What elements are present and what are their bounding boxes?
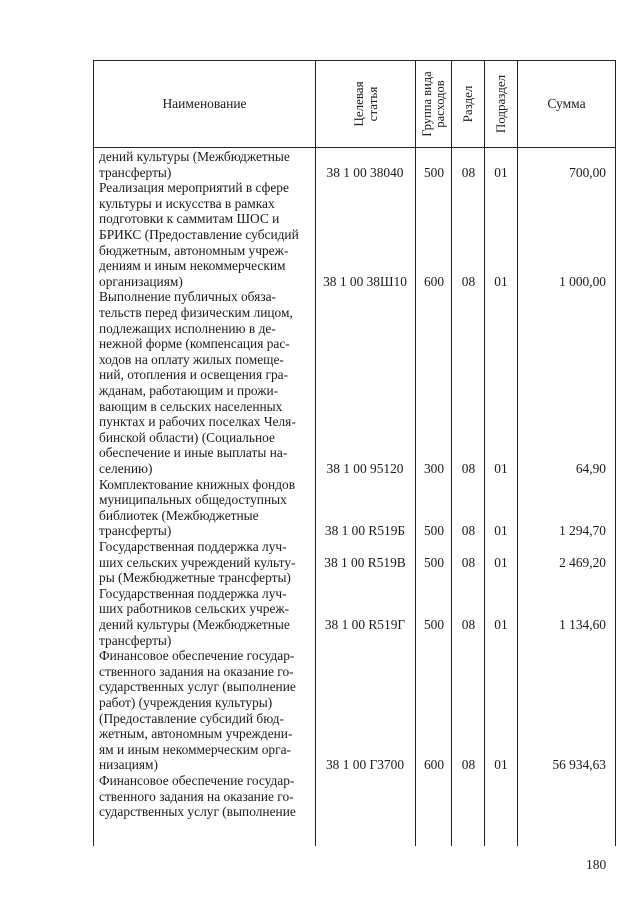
row-section: 08 (461, 164, 476, 180)
row-name: Финансовое обеспечение государ- ственного задания на оказание го- сударственных услуг (выполнение работ) (учреждения культуры) (Предоставление субсидий бюд- жетным, автономным учреждени- ям и иным некоммерческим орга- низациям) (99, 648, 296, 773)
row-section: 08 (461, 460, 476, 476)
header-divider (94, 147, 615, 148)
header-group (416, 61, 451, 147)
row-target-code: 38 1 00 38040 (326, 164, 404, 180)
row-group: 300 (423, 460, 445, 476)
header-name-text: Наименование (162, 96, 247, 111)
row-target-code: 38 1 00 Г3700 (325, 757, 405, 773)
row-group: 600 (423, 273, 445, 289)
header-target (316, 61, 415, 147)
row-name: Выполнение публичных обяза- тельств перед физическим лицом, подлежащих исполнению в де- нежной форме (компенсация рас- ходов на оплату жилых помеще- ний, отопления и освещения гра- жданам, работающим и прожи- вающим в сельских населенных пунктах и рабочих поселках Челя- бинской области) (Социальное обеспечение и иные выплаты на- селению) (99, 289, 296, 476)
row-name: дений культуры (Межбюджетные трансферты) (99, 149, 290, 180)
budget-table (93, 60, 616, 846)
row-name: Финансовое обеспечение государ- ственного задания на оказание го- сударственных услуг (выполнение (99, 773, 296, 820)
row-name: Государственная поддержка луч- ших работников сельских учреж- дений культуры (Межбюджетные трансферты) (99, 585, 290, 648)
row-section: 08 (461, 273, 476, 289)
row-section: 08 (461, 554, 476, 570)
row-group: 500 (423, 554, 445, 570)
row-section: 08 (461, 757, 476, 773)
row-sum: 700,00 (569, 164, 606, 180)
row-group: 600 (423, 757, 445, 773)
row-section: 08 (461, 616, 476, 632)
row-sum: 2 469,20 (559, 554, 606, 570)
row-subsection: 01 (494, 757, 508, 773)
row-sum: 1 134,60 (559, 616, 606, 632)
row-subsection: 01 (494, 616, 508, 632)
header-sum (518, 61, 615, 147)
row-name: Реализация мероприятий в сфере культуры и искусства в рамках подготовки к саммитам ШОС и БРИКС (Предоставление субсидий бюджетным, автономным учреж- дениям и иным некоммерческим организациям) (99, 180, 299, 289)
row-subsection: 01 (494, 554, 508, 570)
header-group-text: Группа вида расходов (419, 71, 447, 137)
row-target-code: 38 1 00 R519В (324, 554, 406, 570)
row-section: 08 (461, 523, 476, 539)
page-number: 180 (586, 857, 607, 872)
header-section (452, 61, 484, 147)
header-subsection (485, 61, 517, 147)
row-group: 500 (423, 523, 445, 539)
row-target-code: 38 1 00 R519Г (324, 616, 406, 632)
row-sum: 1 294,70 (559, 523, 606, 539)
row-group: 500 (423, 616, 445, 632)
header-target-text: Целевая статья (350, 81, 380, 127)
row-subsection: 01 (494, 460, 508, 476)
row-subsection: 01 (494, 273, 508, 289)
row-sum: 64,90 (575, 460, 606, 476)
row-sum: 56 934,63 (552, 757, 606, 773)
header-sum-text: Сумма (547, 96, 586, 111)
row-target-code: 38 1 00 95120 (326, 460, 404, 476)
row-target-code: 38 1 00 38Ш10 (323, 273, 407, 289)
row-subsection: 01 (494, 523, 508, 539)
row-target-code: 38 1 00 R519Б (324, 523, 406, 539)
row-name: Комплектование книжных фондов муниципальных общедоступных библиотек (Межбюджетные трансферты) (99, 476, 296, 539)
row-sum: 1 000,00 (559, 273, 606, 289)
row-name: Государственная поддержка луч- ших сельских учреждений культу- ры (Межбюджетные трансферты) (99, 539, 296, 586)
header-section-text: Раздел (460, 85, 475, 123)
row-group: 500 (423, 164, 445, 180)
header-subsection-text: Подраздел (493, 74, 508, 134)
row-subsection: 01 (494, 164, 508, 180)
header-name (94, 61, 315, 147)
